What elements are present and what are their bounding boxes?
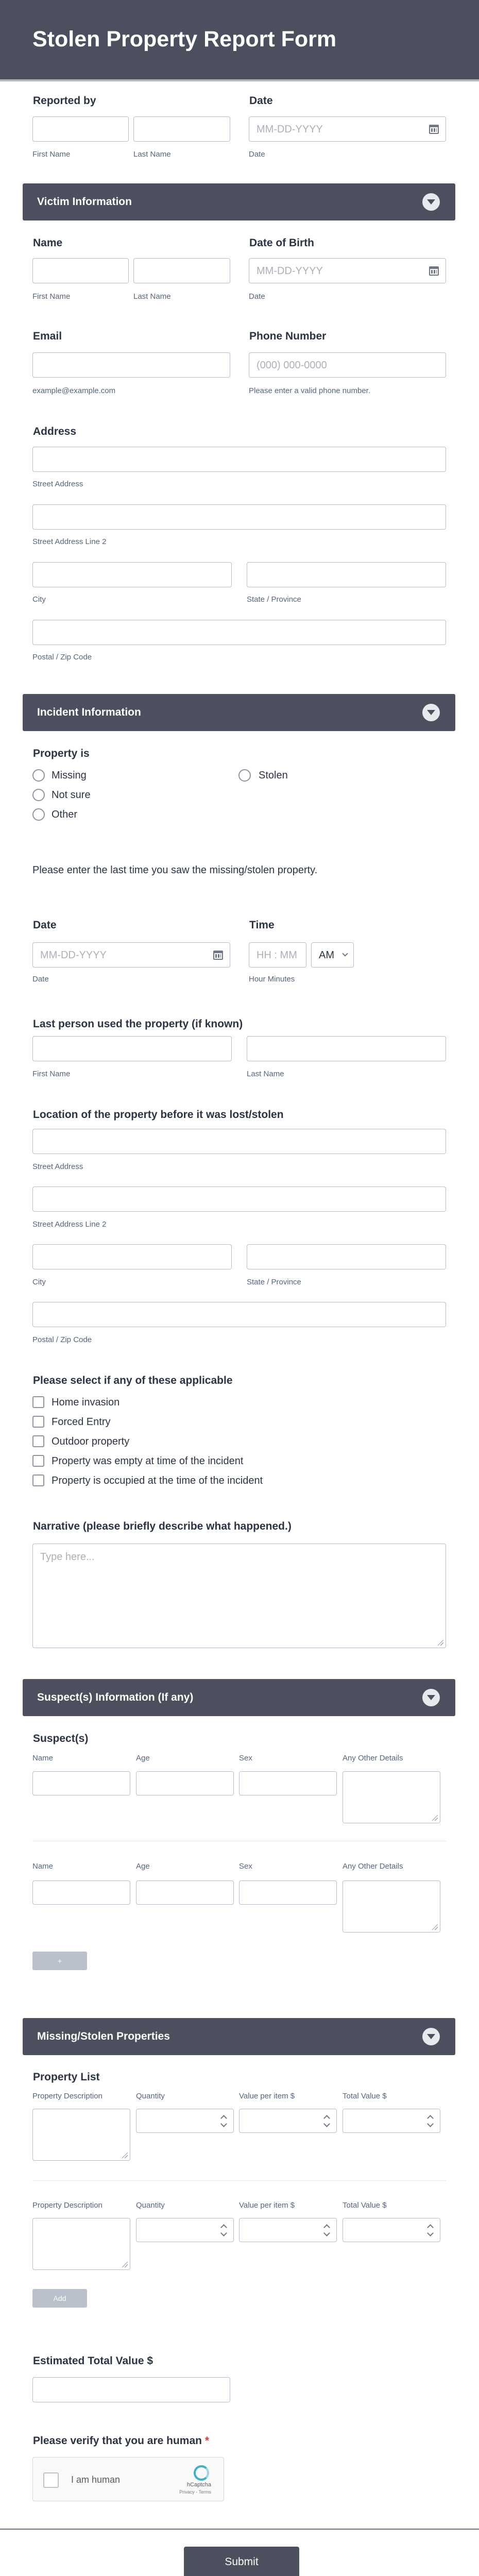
street-address-line2-sublabel: Street Address Line 2 xyxy=(32,537,107,546)
chevron-down-icon xyxy=(342,951,348,956)
state-province-sublabel: State / Province xyxy=(247,595,301,604)
property-list-label: Property List xyxy=(33,2071,100,2083)
email-input[interactable] xyxy=(32,352,230,378)
column-other-details-header: Any Other Details xyxy=(343,1862,403,1871)
time-sublabel: Hour Minutes xyxy=(249,975,295,984)
dob-placeholder: MM-DD-YYYY xyxy=(256,265,323,277)
collapse-chevron-icon[interactable] xyxy=(422,2028,440,2045)
section-title: Incident Information xyxy=(37,706,141,718)
location-street-address-input[interactable] xyxy=(32,1129,446,1154)
properties-section-header[interactable] xyxy=(23,2018,455,2055)
privacy-terms-links[interactable]: Privacy - Terms xyxy=(179,2489,211,2495)
column-description-header: Property Description xyxy=(32,2092,102,2100)
last-person-first-name-input[interactable] xyxy=(32,1036,232,1061)
location-city-input[interactable] xyxy=(32,1244,232,1269)
narrative-placeholder: Type here... xyxy=(40,1551,95,1563)
suspect-details-textarea[interactable] xyxy=(343,1880,440,1933)
victim-last-name-input[interactable] xyxy=(133,258,230,283)
captcha-checkbox[interactable] xyxy=(43,2472,59,2488)
state-province-sublabel: State / Province xyxy=(247,1278,301,1286)
calendar-icon[interactable] xyxy=(213,951,223,960)
spinner-icon[interactable] xyxy=(324,2225,330,2236)
checkbox-outdoor-property[interactable] xyxy=(32,1435,44,1447)
resize-handle-icon[interactable] xyxy=(122,2262,128,2267)
suspect-age-input[interactable] xyxy=(136,1880,234,1905)
narrative-label: Narrative (please briefly describe what happened.) xyxy=(33,1520,292,1532)
spinner-icon[interactable] xyxy=(221,2225,227,2236)
radio-not-sure-label[interactable]: Not sure xyxy=(52,789,91,801)
column-total-value-header: Total Value $ xyxy=(343,2092,387,2100)
column-quantity-header: Quantity xyxy=(136,2201,165,2210)
suspect-age-input[interactable] xyxy=(136,1771,234,1795)
checkbox-home-invasion-label[interactable]: Home invasion xyxy=(52,1397,120,1408)
required-mark: * xyxy=(204,2435,209,2447)
hcaptcha-widget[interactable] xyxy=(32,2457,224,2501)
column-name-header: Name xyxy=(32,1862,54,1871)
resize-handle-icon[interactable] xyxy=(432,1924,438,1930)
suspects-section-header[interactable] xyxy=(23,1679,455,1716)
applicable-label: Please select if any of these applicable xyxy=(33,1375,233,1386)
reported-by-label: Reported by xyxy=(33,95,96,107)
address-label: Address xyxy=(33,426,77,437)
suspect-sex-input[interactable] xyxy=(239,1880,337,1905)
column-name-header: Name xyxy=(32,1754,54,1762)
city-sublabel: City xyxy=(32,595,46,604)
suspect-sex-input[interactable] xyxy=(239,1771,337,1795)
location-street-address-line2-input[interactable] xyxy=(32,1187,446,1212)
date-of-birth-input[interactable] xyxy=(249,258,446,283)
captcha-label-text: Please verify that you are human xyxy=(33,2435,202,2447)
column-other-details-header: Any Other Details xyxy=(343,1754,403,1762)
suspects-list-label: Suspect(s) xyxy=(33,1733,89,1744)
section-title: Suspect(s) Information (If any) xyxy=(37,1691,194,1703)
column-age-header: Age xyxy=(136,1754,150,1762)
property-description-textarea[interactable] xyxy=(32,2109,130,2161)
hcaptcha-brand: hCaptcha xyxy=(186,2482,211,2488)
form-title: Stolen Property Report Form xyxy=(32,27,337,52)
resize-handle-icon[interactable] xyxy=(122,2153,128,2158)
phone-number-input[interactable] xyxy=(249,352,446,378)
phone-sublabel: Please enter a valid phone number. xyxy=(249,386,370,395)
narrative-textarea[interactable] xyxy=(32,1544,446,1648)
property-is-label: Property is xyxy=(33,748,90,759)
last-name-sublabel: Last Name xyxy=(133,150,171,159)
column-sex-header: Sex xyxy=(239,1862,252,1871)
row-divider xyxy=(32,2180,446,2181)
city-sublabel: City xyxy=(32,1278,46,1286)
date-placeholder: MM-DD-YYYY xyxy=(256,124,323,135)
property-total-value-input[interactable] xyxy=(343,2109,440,2133)
submit-button[interactable]: Submit xyxy=(184,2547,299,2576)
first-name-sublabel: First Name xyxy=(32,292,71,301)
last-person-label: Last person used the property (if known) xyxy=(33,1018,243,1030)
calendar-icon[interactable] xyxy=(429,266,439,276)
column-total-value-header: Total Value $ xyxy=(343,2201,387,2210)
section-title: Missing/Stolen Properties xyxy=(37,2030,170,2042)
suspect-details-textarea[interactable] xyxy=(343,1771,440,1823)
column-description-header: Property Description xyxy=(32,2201,102,2210)
checkbox-forced-entry-label[interactable]: Forced Entry xyxy=(52,1416,111,1428)
radio-other[interactable] xyxy=(32,808,45,821)
ampm-selected-value: AM xyxy=(319,950,334,961)
state-province-input[interactable] xyxy=(247,562,446,587)
property-location-label: Location of the property before it was lost/stolen xyxy=(33,1109,284,1121)
last-seen-date-input[interactable] xyxy=(32,942,230,968)
section-title: Victim Information xyxy=(37,196,132,208)
phone-number-label: Phone Number xyxy=(249,330,327,342)
radio-stolen-label[interactable]: Stolen xyxy=(259,770,288,781)
radio-missing[interactable] xyxy=(32,769,45,782)
hcaptcha-logo-icon xyxy=(194,2465,209,2481)
last-seen-time-label: Time xyxy=(249,919,275,931)
collapse-chevron-icon[interactable] xyxy=(422,193,440,211)
date-of-birth-label: Date of Birth xyxy=(249,237,314,249)
victim-information-section-header[interactable] xyxy=(23,183,455,221)
checkbox-outdoor-property-label[interactable]: Outdoor property xyxy=(52,1436,130,1447)
first-name-sublabel: First Name xyxy=(32,150,71,159)
column-sex-header: Sex xyxy=(239,1754,252,1762)
checkbox-home-invasion[interactable] xyxy=(32,1396,44,1408)
street-address-sublabel: Street Address xyxy=(32,1162,83,1171)
suspect-name-input[interactable] xyxy=(32,1880,130,1905)
incident-information-section-header[interactable] xyxy=(23,694,455,731)
property-description-textarea[interactable] xyxy=(32,2218,130,2270)
suspect-name-input[interactable] xyxy=(32,1771,130,1795)
checkbox-property-empty-label[interactable]: Property was empty at time of the incident xyxy=(52,1455,244,1467)
collapse-chevron-icon[interactable] xyxy=(422,704,440,721)
spinner-icon[interactable] xyxy=(221,2116,227,2127)
street-address-line2-input[interactable] xyxy=(32,504,446,530)
add-property-button[interactable]: Add xyxy=(32,2289,87,2308)
email-sublabel: example@example.com xyxy=(32,386,116,395)
radio-not-sure[interactable] xyxy=(32,789,45,801)
last-name-sublabel: Last Name xyxy=(247,1070,284,1078)
time-hh-mm-input[interactable] xyxy=(249,942,306,968)
reported-by-last-name-input[interactable] xyxy=(133,116,230,142)
street-address-sublabel: Street Address xyxy=(32,480,83,488)
estimated-total-label: Estimated Total Value $ xyxy=(33,2355,153,2367)
add-suspect-button[interactable]: + xyxy=(32,1952,87,1970)
resize-handle-icon[interactable] xyxy=(438,1640,443,1646)
resize-handle-icon[interactable] xyxy=(432,1815,438,1821)
checkbox-property-occupied-label[interactable]: Property is occupied at the time of the incident xyxy=(52,1475,263,1486)
report-date-label: Date xyxy=(249,95,273,107)
property-quantity-input[interactable] xyxy=(136,2218,234,2242)
column-quantity-header: Quantity xyxy=(136,2092,165,2100)
spinner-icon[interactable] xyxy=(324,2116,330,2127)
spinner-icon[interactable] xyxy=(427,2225,434,2236)
street-address-input[interactable] xyxy=(32,447,446,472)
radio-missing-label[interactable]: Missing xyxy=(52,770,87,781)
property-value-per-item-input[interactable] xyxy=(239,2218,337,2242)
calendar-icon[interactable] xyxy=(429,125,439,134)
column-value-per-item-header: Value per item $ xyxy=(239,2092,295,2100)
last-seen-date-label: Date xyxy=(33,919,57,931)
city-input[interactable] xyxy=(32,562,232,587)
date-sublabel: Date xyxy=(249,292,265,301)
column-value-per-item-header: Value per item $ xyxy=(239,2201,295,2210)
property-total-value-input[interactable] xyxy=(343,2218,440,2242)
checkbox-forced-entry[interactable] xyxy=(32,1416,44,1428)
time-placeholder: HH : MM xyxy=(256,950,297,961)
property-value-per-item-input[interactable] xyxy=(239,2109,337,2133)
collapse-chevron-icon[interactable] xyxy=(422,1689,440,1706)
footer-divider xyxy=(0,2529,479,2530)
last-name-sublabel: Last Name xyxy=(133,292,171,301)
last-person-last-name-input[interactable] xyxy=(247,1036,446,1061)
date-sublabel: Date xyxy=(32,975,49,984)
reported-by-first-name-input[interactable] xyxy=(32,116,129,142)
captcha-label xyxy=(33,2435,209,2447)
phone-placeholder: (000) 000-0000 xyxy=(256,360,327,371)
email-label: Email xyxy=(33,330,62,342)
victim-first-name-input[interactable] xyxy=(32,258,129,283)
location-state-province-input[interactable] xyxy=(247,1244,446,1269)
postal-code-input[interactable] xyxy=(32,620,446,645)
report-date-input[interactable] xyxy=(249,116,446,142)
postal-code-sublabel: Postal / Zip Code xyxy=(32,1335,92,1344)
date-sublabel: Date xyxy=(249,150,265,159)
ampm-select[interactable] xyxy=(311,942,354,968)
location-postal-code-input[interactable] xyxy=(32,1302,446,1327)
postal-code-sublabel: Postal / Zip Code xyxy=(32,653,92,662)
captcha-checkbox-label: I am human xyxy=(71,2475,121,2485)
spinner-icon[interactable] xyxy=(427,2116,434,2127)
column-age-header: Age xyxy=(136,1862,150,1871)
property-quantity-input[interactable] xyxy=(136,2109,234,2133)
radio-other-label[interactable]: Other xyxy=(52,809,78,820)
street-address-line2-sublabel: Street Address Line 2 xyxy=(32,1220,107,1229)
date-placeholder: MM-DD-YYYY xyxy=(40,950,107,961)
checkbox-property-occupied[interactable] xyxy=(32,1475,44,1486)
victim-name-label: Name xyxy=(33,237,63,249)
first-name-sublabel: First Name xyxy=(32,1070,71,1078)
estimated-total-input[interactable] xyxy=(32,2377,230,2402)
last-seen-instruction: Please enter the last time you saw the missing/stolen property. xyxy=(32,865,318,876)
form-header xyxy=(0,0,479,81)
checkbox-property-empty[interactable] xyxy=(32,1455,44,1467)
radio-stolen[interactable] xyxy=(238,769,251,782)
